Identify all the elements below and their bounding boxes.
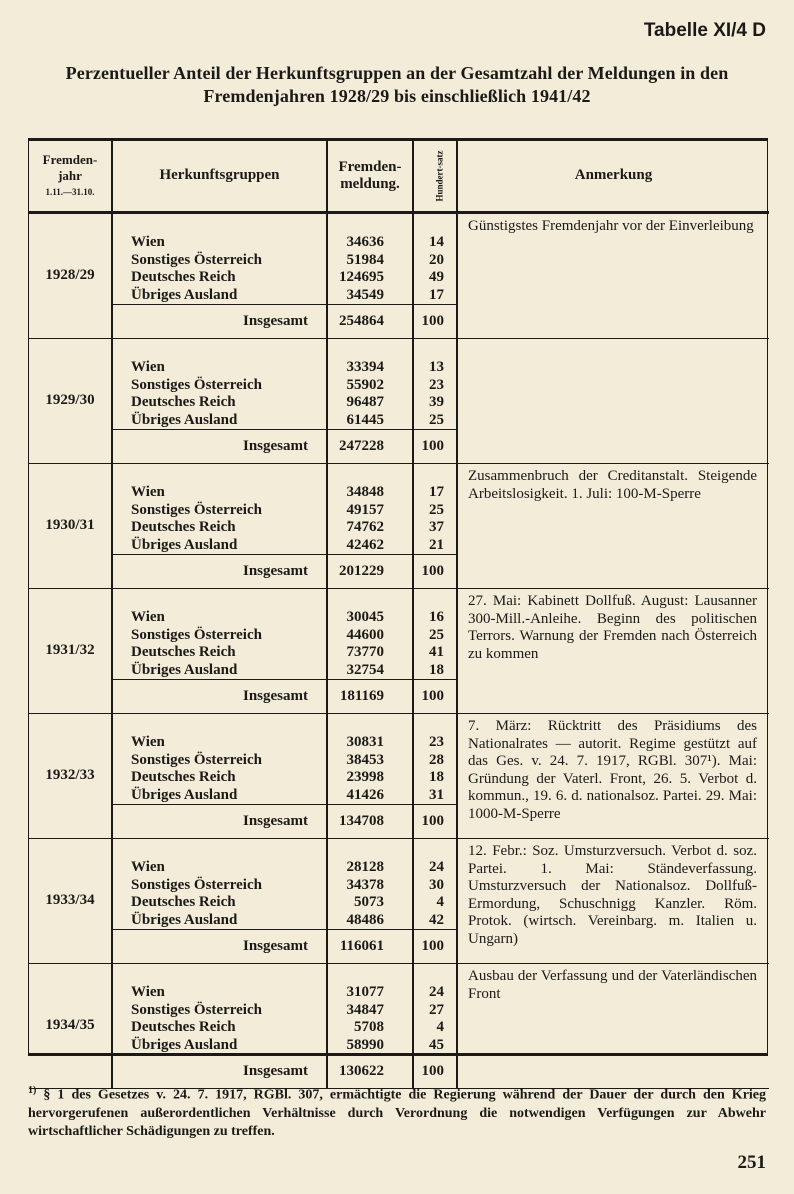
origin-cell: Sonstiges Österreich	[112, 752, 327, 770]
count-cell: 51984	[327, 252, 413, 270]
count-cell: 32754	[327, 662, 413, 680]
year-cell: 1933/34	[29, 839, 112, 964]
percent-cell: 17	[413, 464, 457, 502]
origin-cell: Sonstiges Österreich	[112, 877, 327, 895]
origin-cell: Sonstiges Österreich	[112, 502, 327, 520]
header-year-line1: Fremden-	[42, 152, 98, 167]
origin-cell: Übriges Ausland	[112, 287, 327, 305]
count-cell: 5073	[327, 894, 413, 912]
table-body	[29, 213, 769, 1089]
origin-cell: Übriges Ausland	[112, 912, 327, 930]
origin-cell: Sonstiges Österreich	[112, 627, 327, 645]
percent-cell: 23	[413, 714, 457, 752]
percent-cell: 14	[413, 213, 457, 252]
count-cell: 34847	[327, 1002, 413, 1020]
origin-cell: Deutsches Reich	[112, 269, 327, 287]
origin-cell: Wien	[112, 464, 327, 502]
percent-cell: 24	[413, 964, 457, 1002]
percent-cell: 17	[413, 287, 457, 305]
count-cell: 28128	[327, 839, 413, 877]
percent-cell: 45	[413, 1037, 457, 1055]
total-label: Insgesamt	[112, 680, 327, 714]
count-cell: 33394	[327, 339, 413, 377]
count-cell: 34378	[327, 877, 413, 895]
header-year-period: 1.11.—31.10.	[45, 187, 95, 197]
origin-cell: Wien	[112, 964, 327, 1002]
table-row	[29, 964, 769, 1002]
total-count-cell: 247228	[327, 430, 413, 464]
count-cell: 23998	[327, 769, 413, 787]
total-percent-cell: 100	[413, 305, 457, 339]
origin-cell: Wien	[112, 339, 327, 377]
note-cell: Ausbau der Verfassung und der Vaterländischen Front	[457, 964, 769, 1089]
header-percent-label: Hundert-satz	[434, 150, 445, 202]
year-cell: 1931/32	[29, 589, 112, 714]
percent-cell: 49	[413, 269, 457, 287]
header-year-line2: jahr	[58, 168, 82, 183]
percent-cell: 21	[413, 537, 457, 555]
header-year	[29, 141, 112, 213]
header-percent	[413, 141, 457, 213]
count-cell: 41426	[327, 787, 413, 805]
table-row	[29, 839, 769, 877]
footnote-marker: 1)	[28, 1085, 37, 1096]
origin-cell: Wien	[112, 714, 327, 752]
percent-cell: 42	[413, 912, 457, 930]
table-row	[29, 213, 769, 252]
percent-cell: 41	[413, 644, 457, 662]
percent-cell: 20	[413, 252, 457, 270]
table-header-row	[29, 141, 769, 213]
count-cell: 34549	[327, 287, 413, 305]
total-percent-cell: 100	[413, 1055, 457, 1089]
total-label: Insgesamt	[112, 305, 327, 339]
percent-cell: 28	[413, 752, 457, 770]
count-cell: 34848	[327, 464, 413, 502]
count-cell: 5708	[327, 1019, 413, 1037]
percent-cell: 31	[413, 787, 457, 805]
count-cell: 34636	[327, 213, 413, 252]
count-cell: 38453	[327, 752, 413, 770]
percent-cell: 30	[413, 877, 457, 895]
origin-cell: Wien	[112, 213, 327, 252]
origin-cell: Deutsches Reich	[112, 644, 327, 662]
total-percent-cell: 100	[413, 680, 457, 714]
origin-cell: Sonstiges Österreich	[112, 1002, 327, 1020]
total-count-cell: 134708	[327, 805, 413, 839]
count-cell: 49157	[327, 502, 413, 520]
origin-cell: Übriges Ausland	[112, 537, 327, 555]
header-count-line1: Fremden-	[338, 158, 402, 175]
origin-cell: Deutsches Reich	[112, 894, 327, 912]
footnote	[28, 1082, 766, 1141]
percent-cell: 4	[413, 1019, 457, 1037]
total-label: Insgesamt	[112, 430, 327, 464]
note-cell: Zusammenbruch der Creditanstalt. Steigende Arbeitslosigkeit. 1. Juli: 100-M-Sperre	[457, 464, 769, 589]
note-cell: Günstigstes Fremdenjahr vor der Einverleibung	[457, 213, 769, 339]
percent-cell: 16	[413, 589, 457, 627]
year-cell: 1929/30	[29, 339, 112, 464]
header-note: Anmerkung	[457, 141, 769, 213]
total-count-cell: 201229	[327, 555, 413, 589]
origin-cell: Sonstiges Österreich	[112, 377, 327, 395]
total-label: Insgesamt	[112, 1055, 327, 1089]
total-count-cell: 116061	[327, 930, 413, 964]
count-cell: 48486	[327, 912, 413, 930]
total-label: Insgesamt	[112, 805, 327, 839]
total-percent-cell: 100	[413, 930, 457, 964]
percent-cell: 23	[413, 377, 457, 395]
header-count	[327, 141, 413, 213]
percent-cell: 4	[413, 894, 457, 912]
count-cell: 61445	[327, 412, 413, 430]
origin-cell: Deutsches Reich	[112, 1019, 327, 1037]
table-row	[29, 339, 769, 377]
percent-cell: 24	[413, 839, 457, 877]
origin-cell: Wien	[112, 839, 327, 877]
count-cell: 124695	[327, 269, 413, 287]
count-cell: 44600	[327, 627, 413, 645]
total-count-cell: 130622	[327, 1055, 413, 1089]
origin-cell: Deutsches Reich	[112, 769, 327, 787]
total-percent-cell: 100	[413, 555, 457, 589]
page-number: 251	[737, 1152, 766, 1173]
count-cell: 30831	[327, 714, 413, 752]
total-label: Insgesamt	[112, 555, 327, 589]
table-row	[29, 589, 769, 627]
count-cell: 31077	[327, 964, 413, 1002]
total-percent-cell: 100	[413, 805, 457, 839]
percent-cell: 18	[413, 769, 457, 787]
table-row	[29, 464, 769, 502]
percent-cell: 25	[413, 412, 457, 430]
total-label: Insgesamt	[112, 930, 327, 964]
year-cell: 1934/35	[29, 964, 112, 1089]
year-cell: 1930/31	[29, 464, 112, 589]
count-cell: 42462	[327, 537, 413, 555]
percent-cell: 25	[413, 502, 457, 520]
statistics-table	[29, 141, 769, 1089]
origin-cell: Übriges Ausland	[112, 662, 327, 680]
origin-cell: Übriges Ausland	[112, 787, 327, 805]
note-cell	[457, 339, 769, 464]
percent-cell: 37	[413, 519, 457, 537]
percent-cell: 27	[413, 1002, 457, 1020]
percent-cell: 13	[413, 339, 457, 377]
origin-cell: Sonstiges Österreich	[112, 252, 327, 270]
year-cell: 1932/33	[29, 714, 112, 839]
count-cell: 30045	[327, 589, 413, 627]
count-cell: 58990	[327, 1037, 413, 1055]
count-cell: 96487	[327, 394, 413, 412]
table-row	[29, 714, 769, 752]
note-cell: 12. Febr.: Soz. Umsturzversuch. Verbot d. soz. Partei. 1. Mai: Ständeverfassung. Umsturzversuch der Nationalsoz. Dollfuß-Ermordung, Schuschnigg Kanzler. Röm. Protok. (wirtsch. Vereinbarg. m. Italien u. Ungarn)	[457, 839, 769, 964]
count-cell: 74762	[327, 519, 413, 537]
origin-cell: Wien	[112, 589, 327, 627]
note-cell: 7. März: Rücktritt des Präsidiums des Nationalrates — autorit. Regime gestützt auf das Ges. v. 24. 7. 1917, RGBl. 307¹). Mai: Gründung der Vaterl. Front, 26. 5. Verbot d. kommun., 19. 6. d. nationalsoz. Partei. 29. Mai: 1000-M-Sperre	[457, 714, 769, 839]
total-count-cell: 181169	[327, 680, 413, 714]
table-reference: Tabelle XI/4 D	[643, 20, 766, 41]
year-cell: 1928/29	[29, 213, 112, 339]
percent-cell: 18	[413, 662, 457, 680]
origin-cell: Deutsches Reich	[112, 394, 327, 412]
count-cell: 55902	[327, 377, 413, 395]
percent-cell: 39	[413, 394, 457, 412]
note-cell: 27. Mai: Kabinett Dollfuß. August: Lausanner 300-Mill.-Anleihe. Beginn des politischen Terrors. Warnung der Fremden nach Österreich zu kommen	[457, 589, 769, 714]
origin-cell: Deutsches Reich	[112, 519, 327, 537]
statistics-table-frame	[28, 138, 768, 1079]
count-cell: 73770	[327, 644, 413, 662]
percent-cell: 25	[413, 627, 457, 645]
total-percent-cell: 100	[413, 430, 457, 464]
header-count-line2: meldung.	[340, 176, 400, 192]
footnote-text: § 1 des Gesetzes v. 24. 7. 1917, RGBl. 307, ermächtigte die Regierung während der Dauer der durch den Krieg hervorgerufenen außerordentlichen Verhältnisse durch Verordnung die notwendigen Verfügungen zur Abwehr wirtschaftlicher Schädigungen zu treffen.	[28, 1087, 767, 1139]
total-count-cell: 254864	[327, 305, 413, 339]
header-origin: Herkunftsgruppen	[112, 141, 327, 213]
page-title: Perzentueller Anteil der Herkunftsgruppen an der Gesamtzahl der Meldungen in den Fremdenjahren 1928/29 bis einschließlich 1941/42	[65, 63, 729, 106]
origin-cell: Übriges Ausland	[112, 412, 327, 430]
origin-cell: Übriges Ausland	[112, 1037, 327, 1055]
